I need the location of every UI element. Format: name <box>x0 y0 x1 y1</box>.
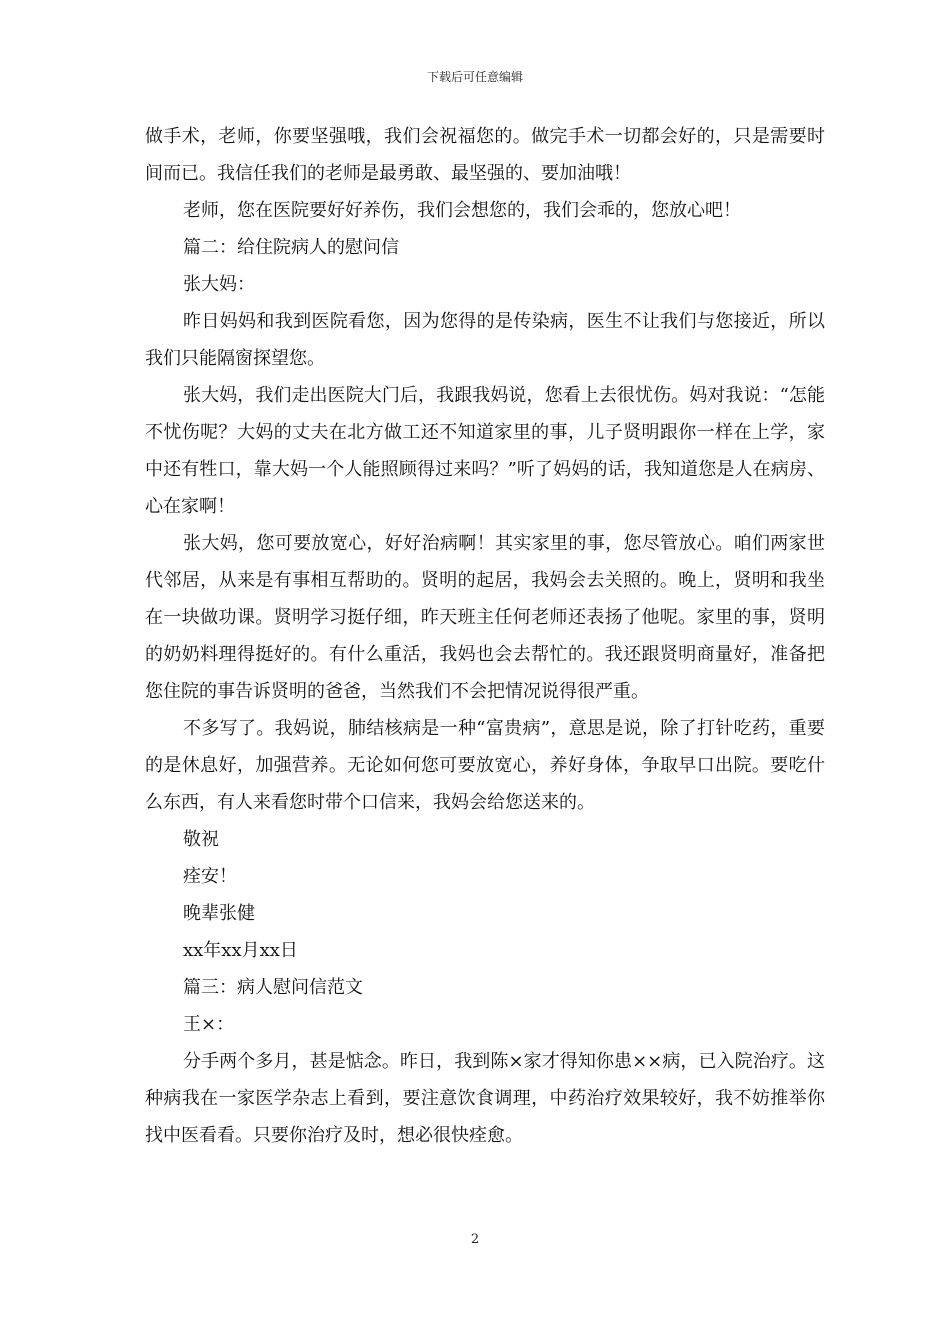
section-heading: 篇二：给住院病人的慰问信 <box>183 237 399 258</box>
signature: 晚辈张健 <box>183 903 255 924</box>
closing-greeting: 敬祝 <box>183 829 219 850</box>
paragraph: 做手术，老师，你要坚强哦，我们会祝福您的。做完手术一切都会好的，只是需要时间而已。我信任我们的老师是最勇敢、最坚强的、要加油哦！ <box>145 126 825 184</box>
paragraph: 张大妈，我们走出医院大门后，我跟我妈说，您看上去很忧伤。妈对我说：“怎能不忧伤呢？大妈的丈夫在北方做工还不知道家里的事，儿子贤明跟你一样在上学，家中还有牲口，靠大妈一个人能照顾得过来吗？”听了妈妈的话，我知道您是人在病房、心在家啊！ <box>145 385 825 517</box>
date-line: xx年xx月xx日 <box>183 940 298 961</box>
page-number: 2 <box>470 1232 480 1247</box>
paragraph: 昨日妈妈和我到医院看您，因为您得的是传染病，医生不让我们与您接近，所以我们只能隔窗探望您。 <box>145 311 825 369</box>
salutation: 张大妈： <box>183 274 255 295</box>
document-body <box>145 118 825 1154</box>
salutation: 王×： <box>183 1014 235 1035</box>
page-header: 下载后可任意编辑 <box>426 70 523 84</box>
section-heading: 篇三：病人慰问信范文 <box>183 977 363 998</box>
paragraph: 张大妈，您可要放宽心，好好治病啊！其实家里的事，您尽管放心。咱们两家世代邻居，从来是有事相互帮助的。贤明的起居，我妈会去关照的。晚上，贤明和我坐在一块做功课。贤明学习挺仔细，昨天班主任何老师还表扬了他呢。家里的事，贤明的奶奶料理得挺好的。有什么重活，我妈也会去帮忙的。我还跟贤明商量好，准备把您住院的事告诉贤明的爸爸，当然我们不会把情况说得很严重。 <box>145 533 825 702</box>
paragraph: 分手两个多月，甚是惦念。昨日，我到陈×家才得知你患××病，已入院治疗。这种病我在一家医学杂志上看到，要注意饮食调理，中药治疗效果较好，我不妨推举你找中医看看。只要你治疗及时，想必很快痊愈。 <box>145 1051 825 1146</box>
closing-wish: 痊安！ <box>183 866 237 887</box>
paragraph: 不多写了。我妈说，肺结核病是一种“富贵病”，意思是说，除了打针吃药，重要的是休息好，加强营养。无论如何您可要放宽心，养好身体，争取早口出院。要吃什么东西，有人来看您时带个口信来，我妈会给您送来的。 <box>145 718 825 813</box>
paragraph: 老师，您在医院要好好养伤，我们会想您的，我们会乖的，您放心吧！ <box>183 200 741 221</box>
